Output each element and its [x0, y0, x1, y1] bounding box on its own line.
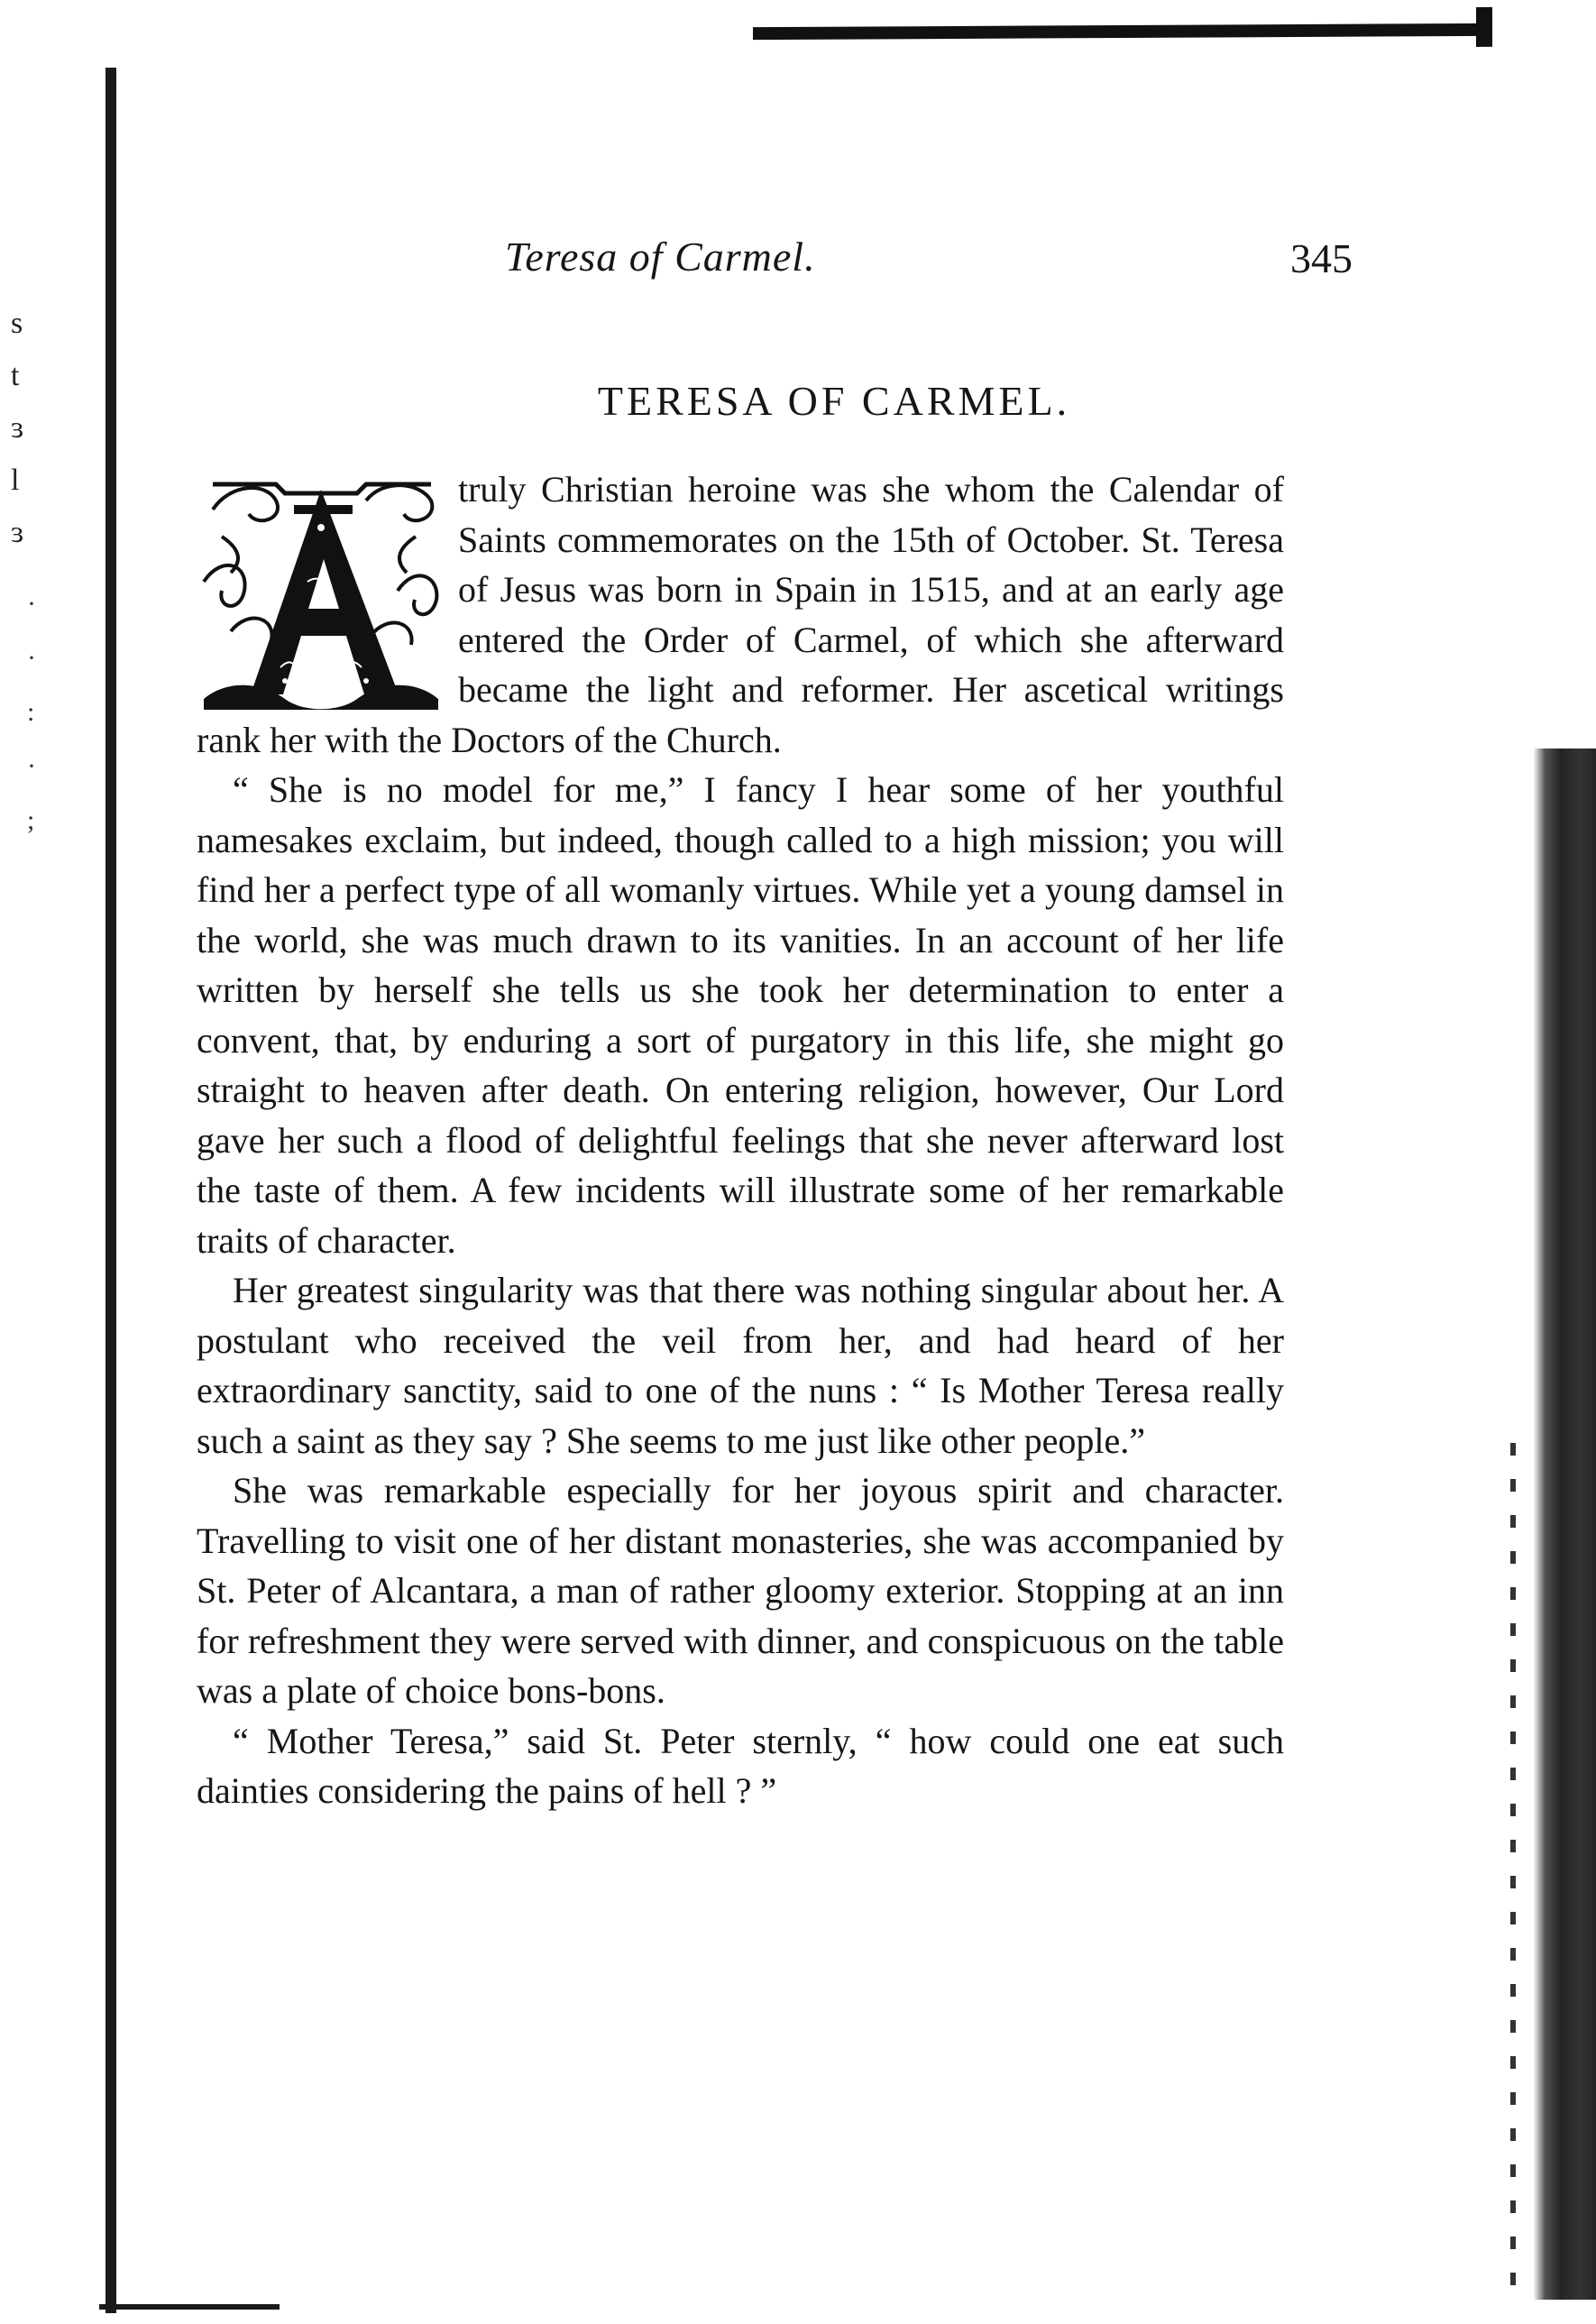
facing-page-edge-marks	[1510, 1443, 1516, 2300]
margin-fragment-letter: ɜ	[11, 516, 24, 549]
body-text	[197, 464, 1284, 1816]
paragraph	[197, 464, 1284, 765]
ornamental-drop-cap	[195, 473, 447, 712]
chapter-title: TERESA OF CARMEL.	[597, 378, 1071, 424]
margin-fragment-letter: l	[11, 464, 20, 497]
margin-fragment-letter: ɜ	[11, 411, 24, 445]
drop-cap-ornament-icon	[195, 473, 447, 712]
facing-page-edge	[1518, 749, 1596, 2300]
running-head	[505, 233, 1353, 287]
paragraph-text: truly Christian heroine was she whom the Calendar of Saints commemorates on the 15th of October. St. Teresa of Jesus was born in Spain in 1515, and at an early age entered the Order of Carmel, of which she afterward became the light and reformer. Her ascetical writings rank her with the Doctors of the Church.	[197, 469, 1284, 760]
scan-edge-top-rule	[753, 23, 1492, 40]
margin-fragment	[11, 298, 47, 559]
paragraph: Her greatest singularity was that there was nothing singular about her. A postulant who received the veil from her, and had heard of her extraordinary sanctity, said to one of the nuns : “ Is Mother Teresa really such a saint as they say ? She seems to me just like other people.”	[197, 1270, 1284, 1461]
page-number: 345	[1290, 235, 1353, 281]
paragraph: “ She is no model for me,” I fancy I hear some of her youthful namesakes exclaim, but indeed, though called to a high mission; you will find her a perfect type of all womanly virtues. While yet a young damsel in the world, she was much drawn to its vanities. In an account of her life written by herself she tells us she took her determination to enter a convent, that, by enduring a sort of purgatory in this life, she might go straight to heaven after death. On entering religion, however, Our Lord gave her such a flood of delightful feelings that she never afterward lost the taste of them. A few incidents will illustrate some of her remarkable traits of character.	[197, 769, 1284, 1261]
margin-fragment-letter: t	[11, 359, 20, 392]
scan-edge-bottom-rule	[99, 2304, 280, 2310]
running-title: Teresa of Carmel.	[505, 234, 816, 280]
paragraph: “ Mother Teresa,” said St. Peter sternly, “ how could one eat such dainties considering the pains of hell ? ”	[197, 1720, 1284, 1811]
margin-specks: · · : · ;	[27, 589, 36, 835]
paragraph: She was remarkable especially for her joyous spirit and character. Travelling to visit one of her distant monasteries, she was accompanied by St. Peter of Alcantara, a man of rather gloomy exterior. Stopping at an inn for refreshment they were served with dinner, and conspicuous on the table was a plate of choice bons-bons.	[197, 1470, 1284, 1711]
margin-fragment-letter: s	[11, 307, 23, 340]
